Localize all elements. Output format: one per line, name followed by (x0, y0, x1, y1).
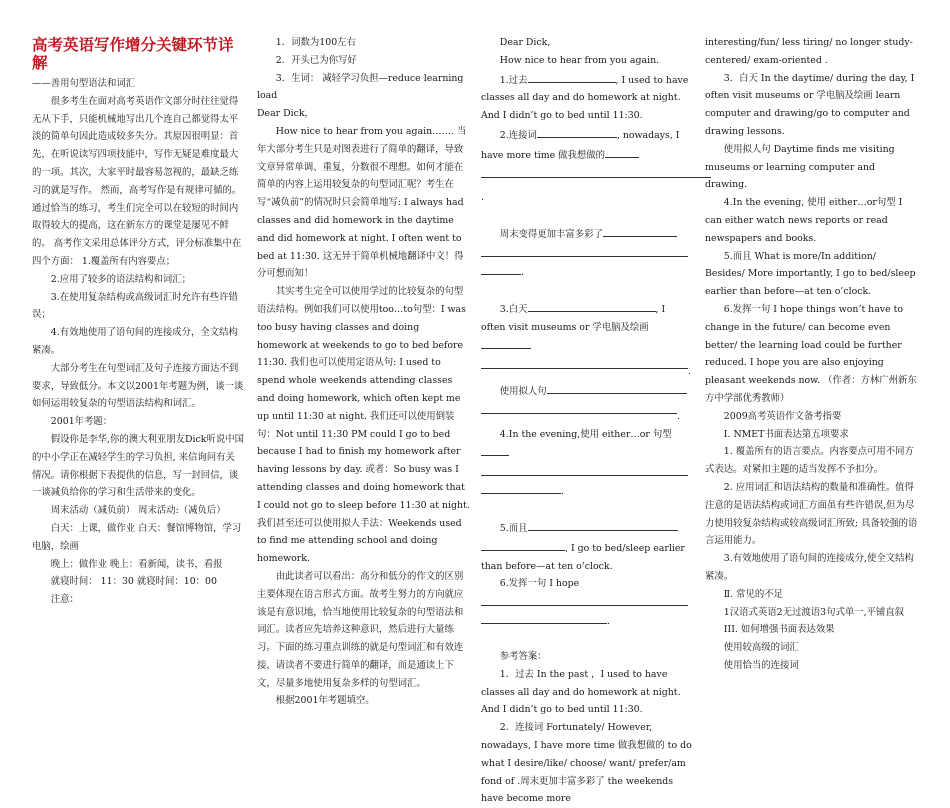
answer-key-item: 使用拟人句 Daytime finds me visiting museums or learning computer and drawing. (705, 143, 895, 191)
answer-blank[interactable] (605, 145, 639, 158)
column-3: Dear Dick, How nice to hear from you again. 1.过去 , I used to have classes all day and do homework at night. And I didn’t go to bed until 11:30. 2.连接词 , nowadays, I have more time 做我想做的 . 周末变得更加丰富多彩了 . 3.白天 , I often visit museums or 学电脑及绘画 . 使用拟人句 . 4.In the evening,使用 either…or 句型 . 5.而且 , I go to bed/sleep earlier than before—at ten o’clock. 6.发挥一句 I hope . 参考答案： 1．过去 In the past ，I used to have classes all day and do homework at night. And I didn’t go to bed until 11:30. 2．连接词 Fortunately/ However, nowadays, I have more time 做我想做的 to do what I desire/like/ choose/ want/ prefer/am fond of .周末更加丰富多彩了 the weekends have become more (481, 34, 692, 808)
answer-blank[interactable] (547, 381, 687, 394)
activity-table-row: 就寝时间： 11：30 就寝时间：10：00 (50, 576, 217, 588)
exam-prompt: 假设你是李华,你的澳大利亚朋友Dick听说中国的中小学正在减轻学生的学习负担, 来信询问有关情况。请你根据下表提供的信息，写一封回信，谈一谈减负给你的学习和生活带来的变化。 (32, 433, 244, 499)
exam-label: 2001年考题： (50, 416, 113, 428)
criteria-item: 3.在使用复杂结构或高级词汇时允许有些许错误； (32, 291, 238, 321)
note-label: 注意： (50, 594, 79, 606)
exercise-item-5: 5.而且 (481, 518, 692, 538)
page-title: 高考英语写作增分关键环节详解 (32, 36, 234, 72)
column-1 (32, 34, 244, 609)
answer-key-label: 参考答案： (499, 650, 547, 662)
body-paragraph: 其实考生完全可以使用学过的比较复杂的句型语法结构。例如我们可以使用too…to句型：I was too busy having classes and doing homework at weekends to go to bed before 11:30. 我们也可以使用定语从句: I used to spend whole weekends attending classes and doing homework, which often kept me up until 11:30 at night. 我们还可以使用倒装句：Not until 11:30 PM could I go to bed because I had to finish my homework after having lessons by day. 或者：So busy was I attending classes and doing homework that I could not go to sleep before 11:30 at night. 我们甚至还可以使用拟人手法：Weekends used to find me attending school and doing homework. (257, 286, 470, 565)
tip-item: 使用较高级的词汇 (723, 642, 799, 654)
column-2 (257, 34, 470, 710)
body-paragraph: 根据2001年考题填空。 (275, 695, 375, 707)
answer-key-item: 4.In the evening, 使用 either…or句型 I can either watch news reports or read newspapers and books. (705, 197, 903, 244)
intro-paragraph: 很多考生在面对高考英语作文部分时往往觉得无从下手，只能机械地写出几个连自己都觉得太平淡的简单句因此造成较多失分。其原因很明显：首先，在听说读写四项技能中，写作无疑是难度最大的一项。其次，大家平时最容易忽视的，最缺乏练习的就是写作。 然而，高考写作是有规律可循的。通过恰当的练习，考生们完全可以在较短的时间内取得较大的提高，这在新东方的课堂是屡见不鲜的。 高考作文采用总体评分方式，评分标准集中在四个方面： 1.覆盖所有内容要点； (32, 95, 242, 267)
note-item: 2．开头已为你写好 (275, 54, 357, 66)
criteria-item: 4.有效地使用了语句间的连接成分，全文结构紧凑。 (32, 327, 238, 356)
requirement-item: 2. 应用词汇和语法结构的数量和准确性。值得注意的是语法结构或词汇方面虽有些许错误,但为尽力使用较复杂结构或较高级词汇所致; 具备较强的语言运用能力。 (705, 481, 918, 547)
criteria-item: 2.应用了较多的语法结构和词汇； (50, 273, 191, 285)
activity-table-row: 白天：上课，做作业 白天：餐馆博物馆，学习电脑，绘画 (32, 522, 242, 552)
requirement-item: 1. 覆盖所有的语言要点。内容要点可用不同方式表达。对紧扣主题的适当发挥不予扣分。 (705, 446, 914, 476)
letter-salutation: Dear Dick， (257, 108, 314, 120)
answer-blank[interactable] (528, 299, 656, 312)
column-4 (705, 34, 918, 675)
section-heading: Ⅰ. NMET书面表达第五项要求 (723, 428, 849, 440)
answer-blank[interactable] (481, 463, 688, 476)
note-item: 1．词数为100左右 (275, 37, 356, 48)
requirement-item: 3.有效地使用了语句间的连接成分,使全文结构紧凑。 (705, 553, 914, 582)
body-paragraph: 由此读者可以看出：高分和低分的作文的区别主要体现在语言形式方面。故考生努力的方向就应该是有意识地，恰当地使用比较复杂的句型语法和词汇。读者应先培养这种意识，然后进行大量练习。下面的练习重点训练的就是句型词汇和有效连接，请读者不要进行简单的翻译，而是通读上下文，尽量多地使用复杂多样的句型词汇。 (257, 570, 464, 689)
section-title: 2009高考英语作文备考指要 (723, 410, 842, 422)
exercise-item-6: 6.发挥一句 I hope (499, 578, 580, 590)
answer-blank[interactable] (481, 593, 688, 606)
subtitle: ——善用句型语法和词汇 (32, 78, 136, 89)
answer-key-item: 1．过去 In the past ，I used to have classes all day and do homework at night. And I didn’t go to bed until 11:30. (481, 668, 681, 716)
activity-table-row: 晚上：做作业 晚上：看新闻，读书，看报 (50, 558, 223, 570)
answer-key-item: 5.而且 What is more/In addition/ Besides/ More importantly, I go to bed/sleep earlier than before—at ten o’clock. (705, 250, 916, 298)
answer-blank[interactable] (603, 224, 677, 237)
note-item: 3．生词： 减轻学习负担—reduce learning load (257, 72, 464, 102)
answer-blank[interactable] (481, 244, 688, 257)
answer-blank[interactable] (481, 356, 688, 369)
answer-key-item: 6.发挥一句 I hope things won’t have to change in the future/ can become even better/ the learning load could be further reduced. I hope you are also enjoying pleasant weekends now. （作者：方林广州新东方中学部优秀教师） (705, 303, 917, 404)
answer-blank[interactable] (481, 443, 509, 456)
answer-blank[interactable] (481, 262, 521, 275)
letter-opening: How nice to hear from you again. (499, 54, 660, 66)
section-heading: Ⅱ. 常见的不足 (723, 588, 784, 600)
exercise-item-3b: 使用拟人句 (481, 381, 692, 401)
exercise-item-4: 4.In the evening,使用 either…or 句型 (481, 426, 692, 464)
answer-blank[interactable] (537, 125, 617, 138)
exercise-item-3: 3.白天 , I often visit museums or 学电脑及绘画 (481, 299, 692, 356)
answer-blank[interactable] (528, 70, 616, 83)
shortcoming-item: 1汉语式英语2无过渡语3句式单一,平铺直叙 (723, 606, 905, 618)
exercise-item-2: 2.连接词 , nowadays, I have more time 做我想做的 (481, 125, 692, 165)
letter-salutation: Dear Dick, (499, 37, 551, 48)
section-heading: III. 如何增强书面表达效果 (723, 624, 835, 636)
exercise-item-1: 1.过去 , I used to have classes all day and do homework at night. And I didn’t go to bed until 11:30. (481, 70, 692, 125)
answer-blank[interactable] (481, 481, 561, 494)
body-paragraph: 大部分考生在句型词汇及句子连接方面达不到要求，导致低分。本文以2001年考题为例，谈一谈如何运用较复杂的句型语法结构和词汇。 (32, 362, 244, 410)
answer-blank[interactable] (481, 538, 565, 551)
exercise-item-2b: 周末变得更加丰富多彩了 (481, 224, 692, 244)
answer-blank[interactable] (481, 336, 531, 349)
activity-table-row: 周末活动（减负前） 周末活动:（减负后） (50, 505, 226, 517)
answer-blank[interactable] (481, 165, 711, 178)
answer-key-continued: interesting/fun/ less tiring/ no longer study-centered/ exam-oriented . (705, 37, 913, 66)
answer-blank[interactable] (528, 518, 678, 531)
answer-blank[interactable] (481, 611, 607, 624)
answer-key-item: 3．白天 In the daytime/ during the day, I often visit museums or 学电脑及绘画 learn computer and drawing/go to computer and drawing lessons. (705, 72, 915, 137)
answer-blank[interactable] (481, 401, 677, 414)
answer-key-item: 2．连接词 Fortunately/ However, nowadays, I have more time 做我想做的 to do what I desire/like/ choose/ want/ prefer/am fond of .周末更加丰富多彩了 the weekends have become more (481, 722, 692, 805)
body-paragraph: How nice to hear from you again……. 当年大部分考生只是对图表进行了简单的翻译，导致文章异常单调、重复，分数很不理想。如何才能在简单的内容上运用较复杂的句型词汇呢？考生在写“减负前”的情况时只会简单地写: I always had classes and did homework in the daytime and did homework at night. I often went to bed at 11:30. 这无异于简单机械地翻译中文！得分可想而知！ (257, 125, 467, 280)
tip-item: 使用恰当的连接词 (723, 659, 799, 671)
exercise-item-5-cont: , I go to bed/sleep earlier than before—at ten o’clock. (481, 538, 692, 576)
